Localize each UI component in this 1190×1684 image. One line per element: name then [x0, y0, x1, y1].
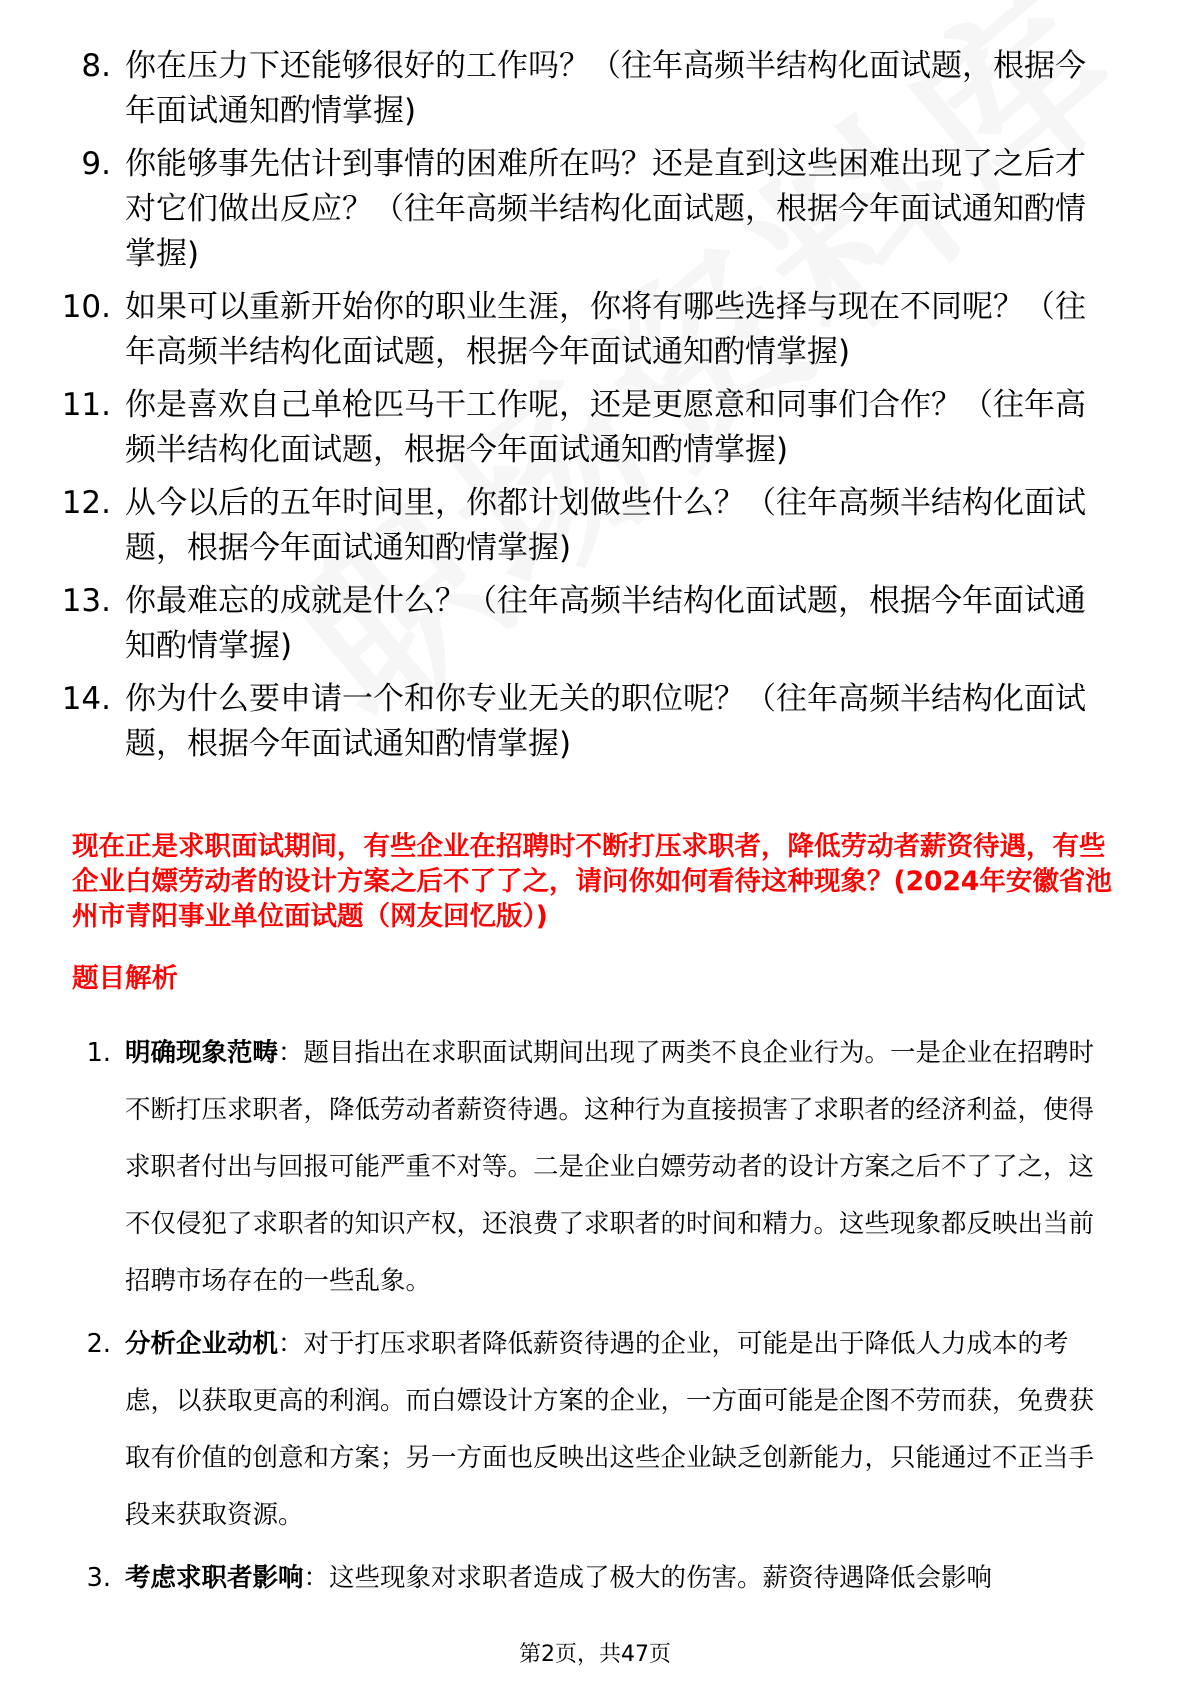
question-number: 13. [61, 583, 111, 619]
question-item [0, 481, 1190, 571]
question-number: 10. [61, 289, 111, 325]
analysis-term: 分析企业动机 [125, 1329, 279, 1359]
analysis-text: ：这些现象对求职者造成了极大的伤害。薪资待遇降低会影响 [303, 1563, 993, 1593]
question-text: 你为什么要申请一个和你专业无关的职位呢？（往年高频半结构化面试题，根据今年面试通知酌情掌握) [125, 681, 1086, 762]
question-text: 你在压力下还能够很好的工作吗？（往年高频半结构化面试题，根据今年面试通知酌情掌握) [125, 48, 1086, 129]
analysis-item [0, 1025, 1190, 1310]
featured-question: 现在正是求职面试期间，有些企业在招聘时不断打压求职者，降低劳动者薪资待遇，有些企业白嫖劳动者的设计方案之后不了了之，请问你如何看待这种现象？(2024年安徽省池州市青阳事业单位面试题（网友回忆版）) [72, 831, 1112, 932]
question-number: 8. [81, 48, 111, 84]
analysis-text: ：题目指出在求职面试期间出现了两类不良企业行为。一是企业在招聘时不断打压求职者，降低劳动者薪资待遇。这种行为直接损害了求职者的经济利益，使得求职者付出与回报可能严重不对等。二是企业白嫖劳动者的设计方案之后不了了之，这不仅侵犯了求职者的知识产权，还浪费了求职者的时间和精力。这些现象都反映出当前招聘市场存在的一些乱象。 [125, 1038, 1095, 1296]
question-text: 你能够事先估计到事情的困难所在吗？还是直到这些困难出现了之后才对它们做出反应？（往年高频半结构化面试题，根据今年面试通知酌情掌握) [125, 146, 1086, 272]
question-text: 你是喜欢自己单枪匹马干工作呢，还是更愿意和同事们合作？（往年高频半结构化面试题，根据今年面试通知酌情掌握) [125, 387, 1086, 468]
analysis-item [0, 1316, 1190, 1544]
question-number: 9. [81, 146, 111, 182]
question-list [0, 44, 1190, 775]
question-text: 你最难忘的成就是什么？（往年高频半结构化面试题，根据今年面试通知酌情掌握) [125, 583, 1086, 664]
analysis-term: 考虑求职者影响 [125, 1563, 304, 1593]
analysis-term: 明确现象范畴 [125, 1038, 279, 1068]
page-footer: 第2页，共47页 [519, 1642, 671, 1667]
question-number: 14. [61, 681, 111, 717]
analysis-number: 2. [86, 1329, 111, 1359]
question-item [0, 383, 1190, 473]
analysis-number: 1. [86, 1038, 111, 1068]
question-item [0, 44, 1190, 134]
analysis-item [0, 1550, 1190, 1607]
question-item [0, 579, 1190, 669]
analysis-number: 3. [86, 1563, 111, 1593]
analysis-text: ：对于打压求职者降低薪资待遇的企业，可能是出于降低人力成本的考虑，以获取更高的利润。而白嫖设计方案的企业，一方面可能是企图不劳而获，免费获取有价值的创意和方案；另一方面也反映出这些企业缺乏创新能力，只能通过不正当手段来获取资源。 [125, 1329, 1095, 1530]
question-text: 从今以后的五年时间里，你都计划做些什么？（往年高频半结构化面试题，根据今年面试通知酌情掌握) [125, 485, 1086, 566]
question-item [0, 677, 1190, 767]
question-item [0, 285, 1190, 375]
question-number: 11. [61, 387, 111, 423]
question-text: 如果可以重新开始你的职业生涯，你将有哪些选择与现在不同呢？（往年高频半结构化面试题，根据今年面试通知酌情掌握) [125, 289, 1086, 370]
question-number: 12. [61, 485, 111, 521]
analysis-heading: 题目解析 [72, 963, 178, 994]
analysis-list [0, 1025, 1190, 1613]
question-item [0, 142, 1190, 277]
